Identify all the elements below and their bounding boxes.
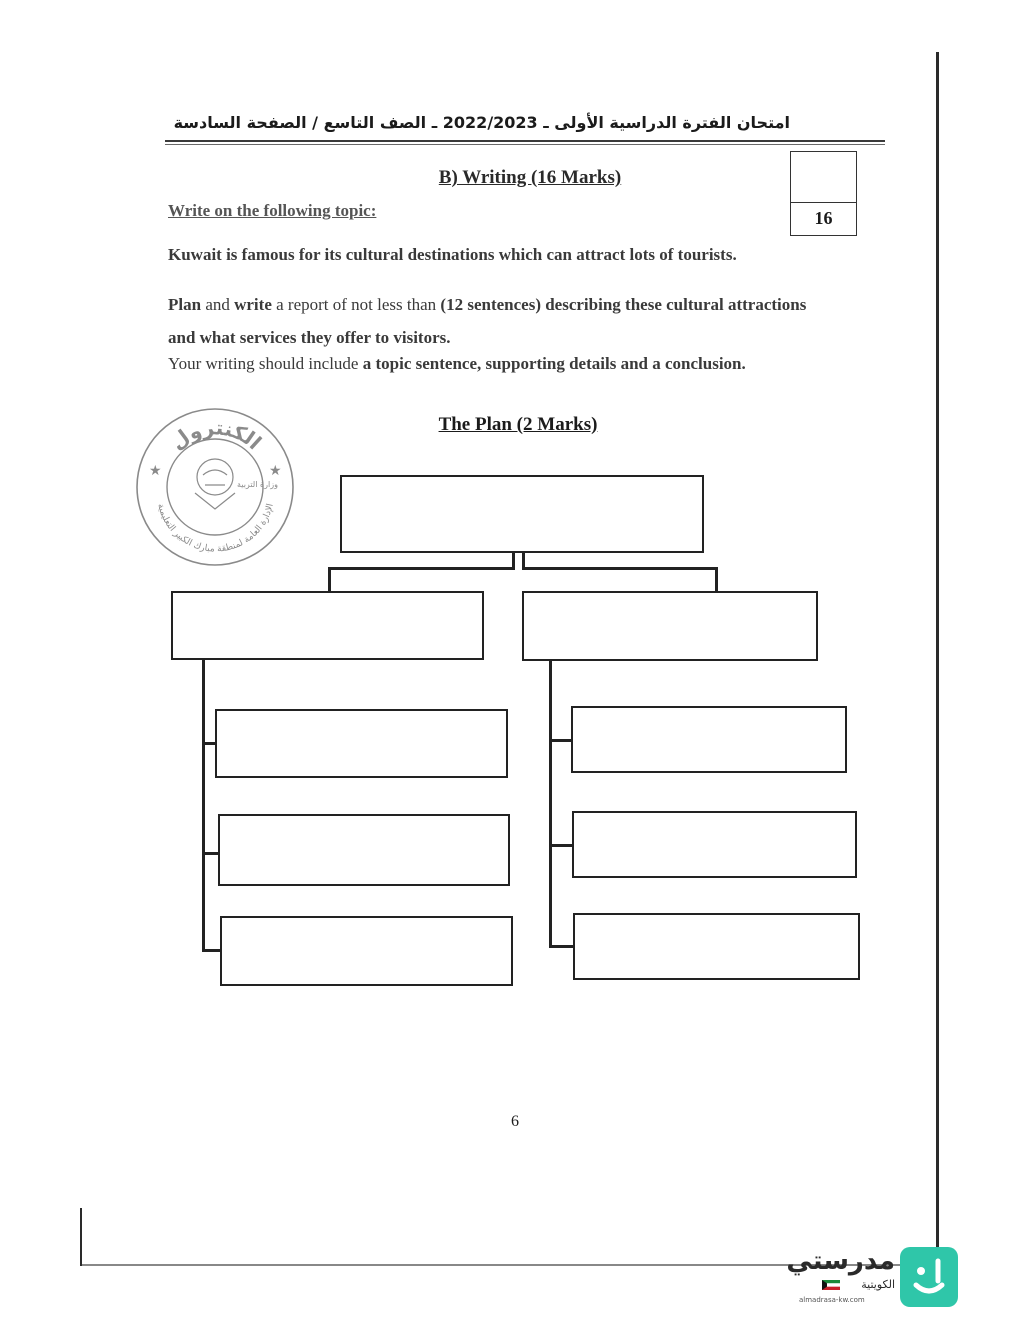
instruction-label: Write on the following topic: — [168, 201, 377, 220]
score-box — [790, 151, 857, 236]
task-report-text: a report of not less than — [271, 295, 441, 314]
connector-top-bar-left — [328, 567, 515, 570]
svg-text:الكنترول — [166, 415, 267, 454]
plan-detail-left-3[interactable] — [220, 916, 513, 986]
stamp-bottom-text: الإدارة العامة لمنطقة مبارك الكبير التعليمية — [155, 502, 276, 555]
connector-top-stem-right — [522, 553, 525, 568]
plan-main-idea-right[interactable] — [522, 591, 818, 661]
stamp-emblem — [195, 459, 235, 509]
connector-left-drop — [328, 567, 331, 591]
page-number: 6 — [511, 1113, 519, 1130]
connector-right-branch-2 — [549, 844, 573, 847]
topic-statement: Kuwait is famous for its cultural destinations which can attract lots of tourists. — [168, 245, 737, 264]
plan-detail-right-3[interactable] — [573, 913, 860, 980]
stamp-inner-text: وزارة التربية — [237, 480, 278, 489]
exam-header-title: امتحان الفترة الدراسية الأولى ـ 2022/2023 ـ الصف التاسع / الصفحة السادسة — [173, 113, 790, 132]
header-rule — [165, 140, 885, 142]
smile-glyph-icon — [900, 1247, 958, 1307]
logo-subtitle: الكويتية — [861, 1278, 895, 1291]
connector-left-branch-3 — [202, 949, 221, 952]
include-requirement — [168, 354, 746, 374]
plan-topic-box[interactable] — [340, 475, 704, 553]
stamp-star-right: ★ — [269, 464, 282, 479]
connector-left-spine — [202, 660, 205, 952]
include-items: a topic sentence, supporting details and a conclusion. — [362, 354, 746, 373]
connector-top-bar-right — [522, 567, 718, 570]
logo-name: مدرستي — [786, 1246, 895, 1276]
plan-detail-right-1[interactable] — [571, 706, 847, 773]
task-description — [168, 288, 808, 354]
page-edge-right — [936, 52, 939, 1267]
score-value: 16 — [814, 208, 833, 228]
connector-right-branch-3 — [549, 945, 574, 948]
include-lead: Your writing should include — [168, 354, 363, 373]
connector-left-branch-2 — [202, 852, 219, 855]
stamp-top-text: الكنترول — [165, 415, 267, 455]
header-rule-thin — [165, 144, 885, 145]
plan-detail-left-2[interactable] — [218, 814, 510, 886]
score-box-divider — [791, 202, 856, 203]
plan-title: The Plan (2 Marks) — [438, 414, 598, 435]
connector-top-stem-left — [512, 553, 515, 568]
logo-url: almadrasa-kw.com — [799, 1296, 865, 1304]
connector-right-drop — [715, 567, 718, 591]
control-stamp — [133, 405, 298, 570]
madrasati-logo — [786, 1244, 965, 1314]
task-plan-word: Plan — [168, 295, 202, 314]
section-title: B) Writing (16 Marks) — [438, 167, 622, 188]
logo-smile-icon — [900, 1247, 958, 1307]
stamp-star-left: ★ — [149, 464, 162, 479]
task-write-word: write — [234, 295, 272, 314]
connector-right-spine — [549, 661, 552, 948]
page-edge-left — [80, 1208, 82, 1266]
plan-detail-right-2[interactable] — [572, 811, 857, 878]
plan-main-idea-left[interactable] — [171, 591, 484, 660]
connector-right-branch-1 — [549, 739, 572, 742]
task-sentences-text: (12 sentences) describing these cultural attractions and what services they offer to visitors. — [168, 295, 807, 347]
kuwait-flag-icon — [822, 1280, 840, 1290]
task-and-word: and — [201, 295, 235, 314]
connector-left-branch-1 — [202, 742, 216, 745]
plan-detail-left-1[interactable] — [215, 709, 508, 778]
